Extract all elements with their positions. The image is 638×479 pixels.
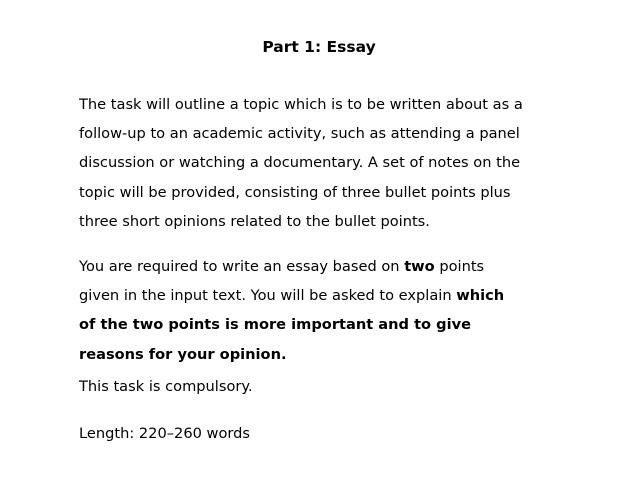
- task-description-paragraph: [79, 90, 579, 236]
- paragraph-line: discussion or watching a documentary. A set of notes on the: [79, 154, 521, 172]
- compulsory-note: This task is compulsory.: [79, 378, 253, 395]
- paragraph-line: follow-up to an academic activity, such as attending a panel: [79, 125, 520, 143]
- requirements-paragraph: [79, 252, 579, 369]
- text-run: points: [434, 258, 485, 275]
- paragraph-line: [79, 252, 579, 281]
- paragraph-line: of the two points is more important and to give: [79, 316, 472, 334]
- text-run: given in the input text. You will be asked to explain: [79, 287, 457, 305]
- length-requirement: Length: 220–260 words: [79, 425, 251, 442]
- bold-text-run: which: [456, 287, 505, 305]
- text-run: You are required to write an essay based on: [79, 258, 405, 275]
- paragraph-line: three short opinions related to the bullet points.: [79, 212, 430, 230]
- bold-text-run: two: [404, 258, 435, 275]
- paragraph-line: reasons for your opinion.: [79, 345, 287, 363]
- paragraph-line: The task will outline a topic which is to be written about as a: [79, 96, 523, 113]
- document-title: Part 1: Essay: [262, 38, 376, 56]
- paragraph-line: [79, 281, 579, 310]
- paragraph-line: topic will be provided, consisting of three bullet points plus: [79, 183, 511, 201]
